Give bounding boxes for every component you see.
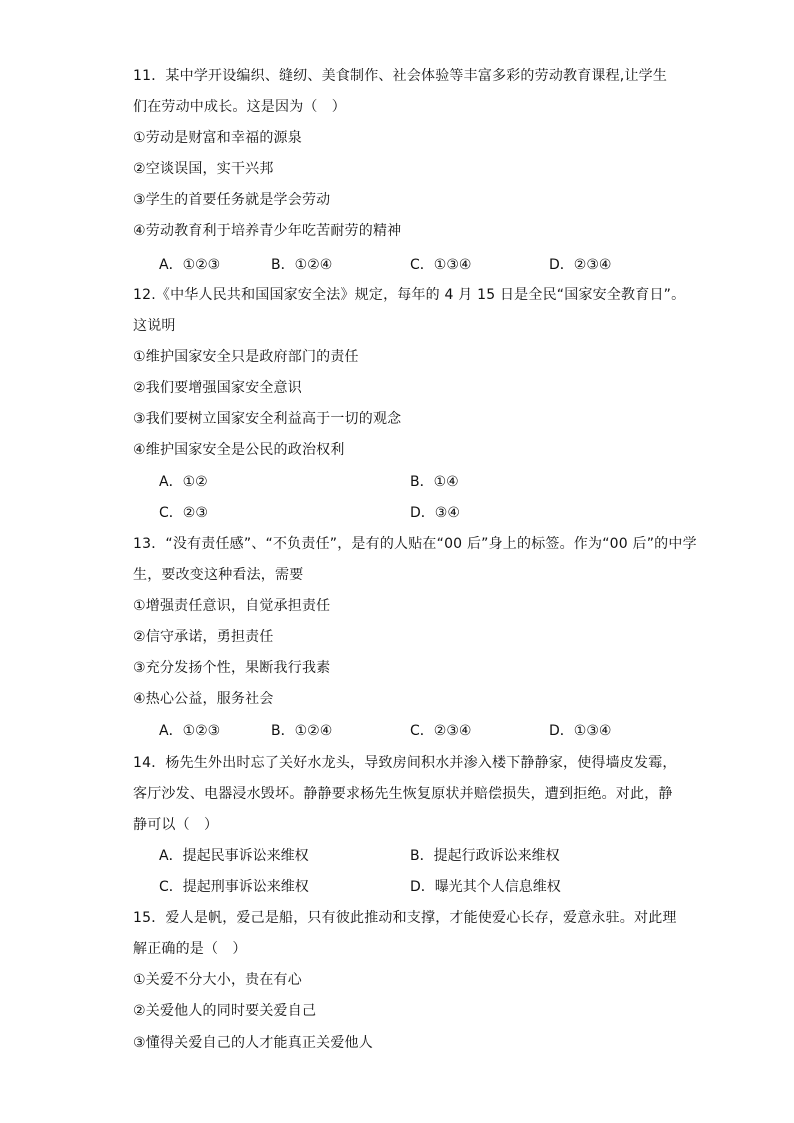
q11-item-3: ③学生的首要任务就是学会劳动 [133, 192, 331, 208]
q13-item-3: ③充分发扬个性，果断我行我素 [133, 660, 331, 676]
q15-item-2: ②关爱他人的同时要关爱自己 [133, 1003, 317, 1019]
q13-item-1: ①增强责任意识，自觉承担责任 [133, 598, 331, 614]
q12-item-3: ③我们要树立国家安全利益高于一切的观念 [133, 411, 402, 427]
q14-option-b[interactable]: B．提起行政诉讼来维权 [410, 848, 560, 864]
q15-stem-line2: 解正确的是（ ） [133, 941, 247, 957]
q12-item-4: ④维护国家安全是公民的政治权利 [133, 442, 345, 458]
q13-item-4: ④热心公益，服务社会 [133, 691, 274, 707]
q12-item-1: ①维护国家安全只是政府部门的责任 [133, 349, 359, 365]
q14-stem-line1: 14．杨先生外出时忘了关好水龙头，导致房间积水并渗入楼下静静家，使得墙皮发霉， [133, 755, 677, 771]
q11-item-1: ①劳动是财富和幸福的源泉 [133, 130, 302, 146]
q11-stem-line2: 们在劳动中成长。这是因为（ ） [133, 99, 346, 115]
q11-option-d[interactable]: D．②③④ [549, 257, 612, 273]
q13-stem-line2: 生，要改变这种看法，需要 [133, 567, 304, 583]
q12-stem-line1: 12.《中华人民共和国国家安全法》规定，每年的 4 月 15 日是全民“国家安全教育日”。 [133, 287, 686, 303]
q11-option-c[interactable]: C．①③④ [410, 257, 472, 273]
q11-option-b[interactable]: B．①②④ [271, 257, 333, 273]
q12-item-2: ②我们要增强国家安全意识 [133, 380, 302, 396]
q14-option-a[interactable]: A．提起民事诉讼来维权 [159, 848, 309, 864]
q11-item-4: ④劳动教育利于培养青少年吃苦耐劳的精神 [133, 223, 402, 239]
q13-option-a[interactable]: A．①②③ [159, 723, 221, 739]
q11-item-2: ②空谈误国，实干兴邦 [133, 161, 274, 177]
q11-stem-line1: 11．某中学开设编织、缝纫、美食制作、社会体验等丰富多彩的劳动教育课程,让学生 [133, 68, 668, 84]
q12-option-c[interactable]: C．②③ [159, 505, 208, 521]
q12-stem-line2: 这说明 [133, 318, 176, 334]
q13-item-2: ②信守承诺，勇担责任 [133, 629, 274, 645]
q15-stem-line1: 15．爱人是帆，爱己是船，只有彼此推动和支撑，才能使爱心长存，爱意永驻。对此理 [133, 910, 677, 926]
q13-option-c[interactable]: C．②③④ [410, 723, 472, 739]
q13-option-b[interactable]: B．①②④ [271, 723, 333, 739]
q12-option-d[interactable]: D．③④ [410, 505, 460, 521]
q15-item-3: ③懂得关爱自己的人才能真正关爱他人 [133, 1035, 373, 1051]
q14-stem-line3: 静可以（ ） [133, 817, 219, 833]
q14-stem-line2: 客厅沙发、电器浸水毁坏。静静要求杨先生恢复原状并赔偿损失，遭到拒绝。对此，静 [133, 786, 673, 802]
q15-item-1: ①关爱不分大小，贵在有心 [133, 972, 302, 988]
q13-option-d[interactable]: D．①③④ [549, 723, 612, 739]
q12-option-a[interactable]: A．①② [159, 474, 208, 490]
q14-option-c[interactable]: C．提起刑事诉讼来维权 [159, 879, 309, 895]
q12-option-b[interactable]: B．①④ [410, 474, 459, 490]
q11-option-a[interactable]: A．①②③ [159, 257, 221, 273]
q13-stem-line1: 13．“没有责任感”、“不负责任”，是有的人贴在“00 后”身上的标签。作为“00 后”的中学 [133, 536, 697, 552]
q14-option-d[interactable]: D．曝光其个人信息维权 [410, 879, 561, 895]
